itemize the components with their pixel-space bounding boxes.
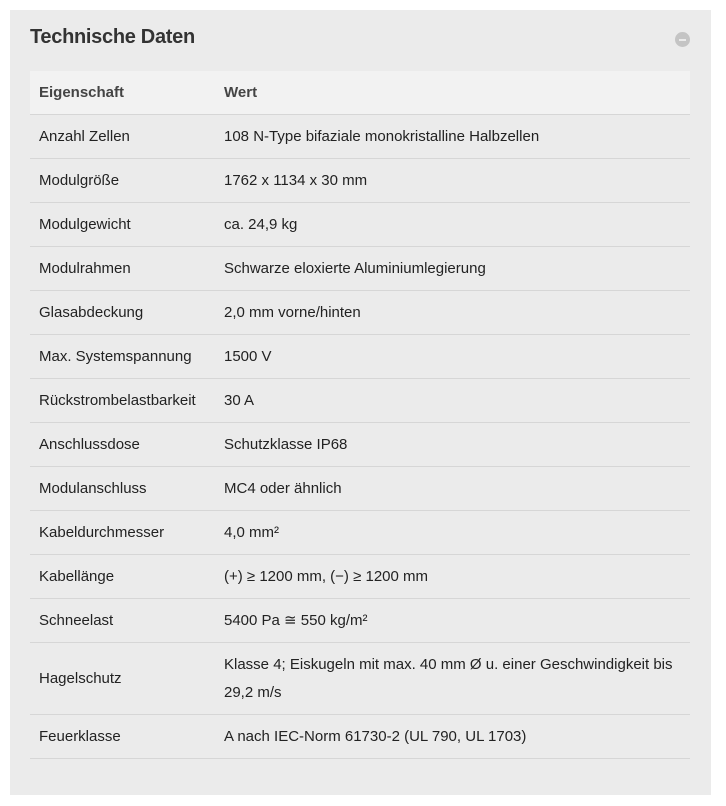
- table-row: [30, 159, 690, 203]
- table-row: [30, 511, 690, 555]
- value-cell: (+) ≥ 1200 mm, (−) ≥ 1200 mm: [215, 555, 690, 599]
- table-row: [30, 115, 690, 159]
- table-row: [30, 291, 690, 335]
- table-row: [30, 555, 690, 599]
- property-cell: Kabellänge: [30, 555, 215, 599]
- property-cell: Max. Systemspannung: [30, 335, 215, 379]
- value-cell: A nach IEC-Norm 61730-2 (UL 790, UL 1703): [215, 715, 690, 759]
- value-cell: 1500 V: [215, 335, 690, 379]
- property-cell: Modulrahmen: [30, 247, 215, 291]
- header-value: Wert: [215, 71, 690, 115]
- table-row: [30, 467, 690, 511]
- table-row: [30, 247, 690, 291]
- header-property: Eigenschaft: [30, 71, 215, 115]
- table-row: [30, 335, 690, 379]
- table-row: [30, 715, 690, 759]
- panel-title: Technische Daten: [30, 26, 195, 48]
- table-row: [30, 379, 690, 423]
- table-row: [30, 643, 690, 715]
- minus-circle-icon[interactable]: [675, 32, 690, 47]
- property-cell: Kabeldurchmesser: [30, 511, 215, 555]
- property-cell: Schneelast: [30, 599, 215, 643]
- property-cell: Anschlussdose: [30, 423, 215, 467]
- table-row: [30, 423, 690, 467]
- table-header-row: [30, 71, 690, 115]
- property-cell: Modulgewicht: [30, 203, 215, 247]
- property-cell: Feuerklasse: [30, 715, 215, 759]
- property-cell: Rückstrombelastbarkeit: [30, 379, 215, 423]
- property-cell: Glasabdeckung: [30, 291, 215, 335]
- table-row: [30, 599, 690, 643]
- value-cell: Klasse 4; Eiskugeln mit max. 40 mm Ø u. einer Geschwindigkeit bis 29,2 m/s: [215, 643, 690, 715]
- value-cell: 108 N-Type bifaziale monokristalline Halbzellen: [215, 115, 690, 159]
- table-row: [30, 203, 690, 247]
- technical-data-panel: [10, 10, 711, 795]
- property-cell: Modulgröße: [30, 159, 215, 203]
- value-cell: 1762 x 1134 x 30 mm: [215, 159, 690, 203]
- value-cell: 5400 Pa ≅ 550 kg/m²: [215, 599, 690, 643]
- property-cell: Anzahl Zellen: [30, 115, 215, 159]
- value-cell: 2,0 mm vorne/hinten: [215, 291, 690, 335]
- value-cell: 30 A: [215, 379, 690, 423]
- specs-table: [30, 71, 690, 759]
- value-cell: ca. 24,9 kg: [215, 203, 690, 247]
- value-cell: Schwarze eloxierte Aluminiumlegierung: [215, 247, 690, 291]
- value-cell: Schutzklasse IP68: [215, 423, 690, 467]
- property-cell: Modulanschluss: [30, 467, 215, 511]
- value-cell: 4,0 mm²: [215, 511, 690, 555]
- value-cell: MC4 oder ähnlich: [215, 467, 690, 511]
- property-cell: Hagelschutz: [30, 643, 215, 715]
